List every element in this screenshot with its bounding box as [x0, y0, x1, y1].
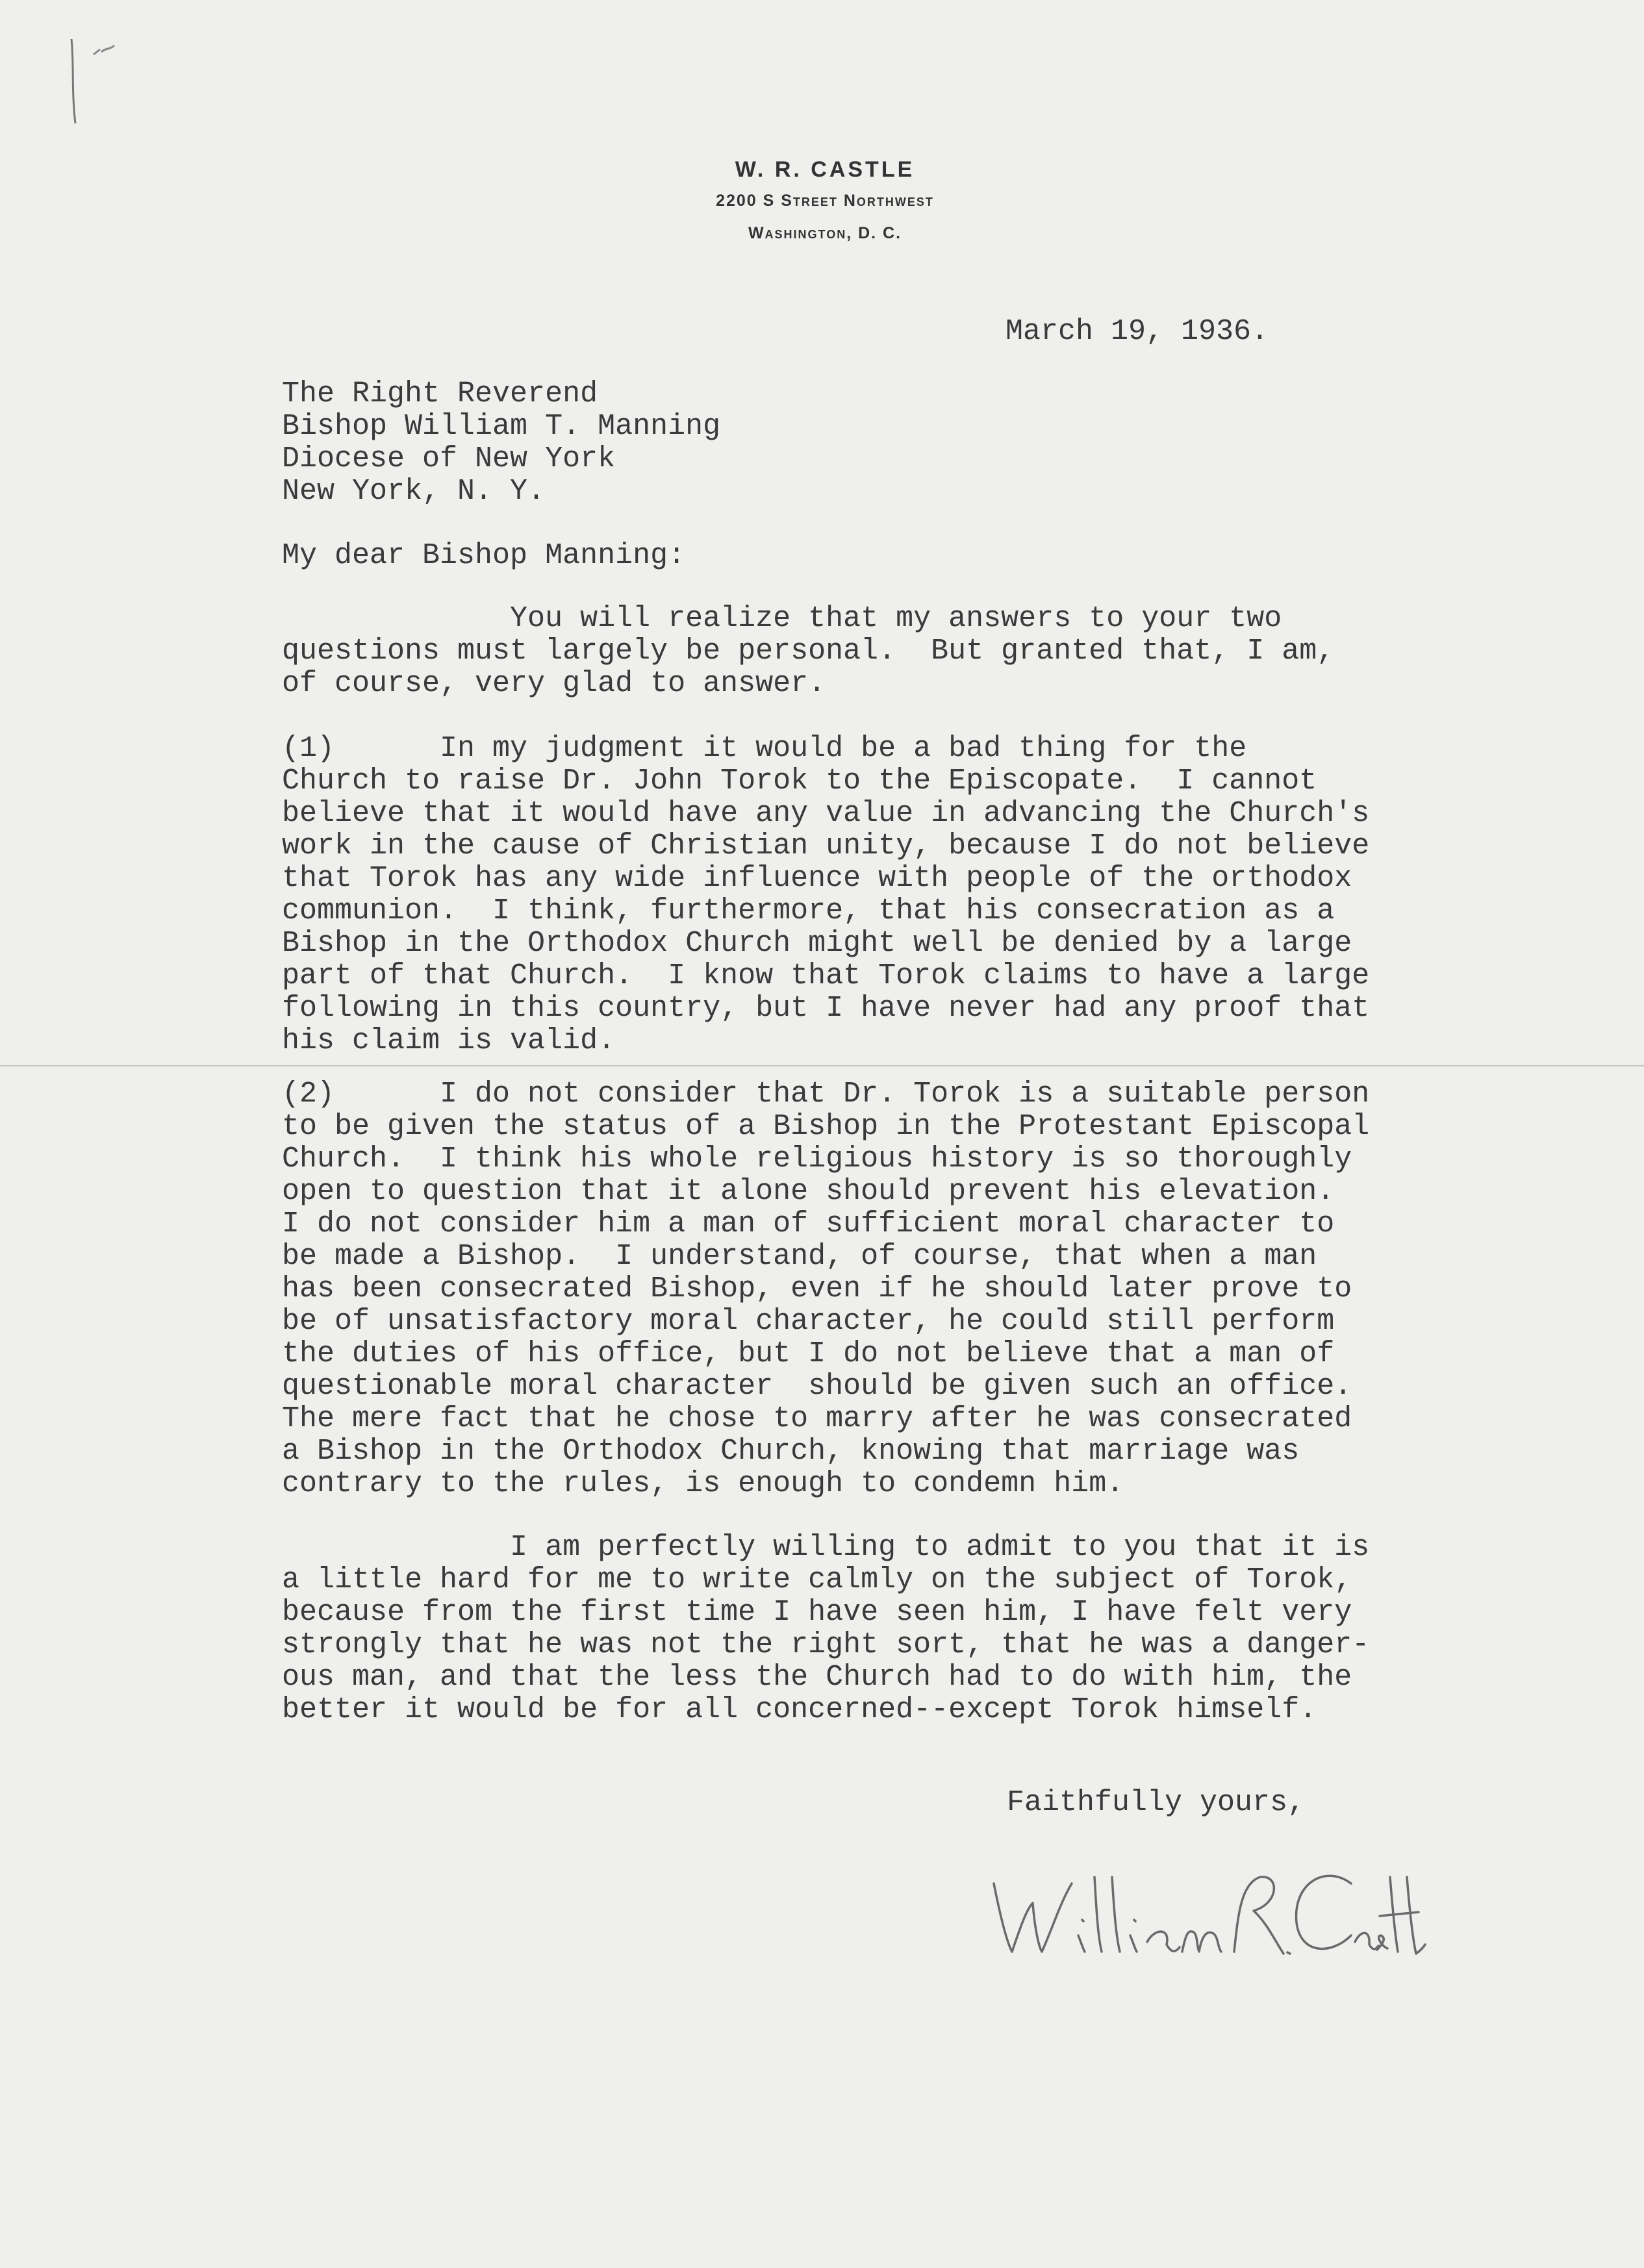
letterhead-street: 2200 S Street Northwest: [716, 192, 934, 210]
closing: Faithfully yours,: [1007, 1786, 1306, 1819]
letter-date: March 19, 1936.: [1005, 315, 1269, 348]
paper-fold-line: [0, 1065, 1644, 1066]
body-paragraph-answer-1: (1) In my judgment it would be a bad thing for the Church to raise Dr. John Torok to the Episcopate. I cannot believe that it would have any value in advancing the Church's work in the cause of Christian unity, because I do not believe that Torok has any wide influence with people of the orthodox communion. I think, furthermore, that his consecration as a Bishop in the Orthodox Church might well be denied by a large part of that Church. I know that Torok claims to have a large following in this country, but I have never had any proof that his claim is valid.: [282, 732, 1370, 1057]
pencil-check-mark: [45, 26, 136, 130]
body-paragraph-answer-2: (2) I do not consider that Dr. Torok is a suitable person to be given the status of a Bishop in the Protestant Episcopal Church. I think his whole religious history is so thoroughly open to question that it alone should prevent his elevation. I do not consider him a man of sufficient moral character to be made a Bishop. I understand, of course, that when a man has been consecrated Bishop, even if he should later prove to be of unsatisfactory moral character, he could still perform the duties of his office, but I do not believe that a man of questionable moral character should be given such an office. The mere fact that he chose to marry after he was consecrated a Bishop in the Orthodox Church, knowing that marriage was contrary to the rules, is enough to condemn him.: [282, 1077, 1370, 1500]
salutation: My dear Bishop Manning:: [282, 539, 686, 572]
body-paragraph-intro: You will realize that my answers to your two questions must largely be personal. But granted that, I am, of course, very glad to answer.: [282, 602, 1335, 700]
address-line: The Right Reverend: [282, 377, 598, 410]
body-paragraph-conclusion: I am perfectly willing to admit to you that it is a little hard for me to write calmly on the subject of Torok, because from the first time I have seen him, I have felt very strongly that he was not the right sort, that he was a danger- ous man, and that the less the Church had to do with him, the better it would be for all concerned--except Torok himself.: [282, 1531, 1370, 1726]
address-line: Diocese of New York: [282, 442, 616, 475]
address-line: New York, N. Y.: [282, 475, 546, 508]
letterhead-city: Washington, D. C.: [748, 224, 902, 242]
letterhead-name: W. R. CASTLE: [735, 157, 915, 182]
letterhead: [624, 155, 1026, 249]
address-line: Bishop William T. Manning: [282, 410, 721, 443]
recipient-address: [282, 378, 720, 508]
handwritten-signature: [987, 1838, 1429, 1974]
